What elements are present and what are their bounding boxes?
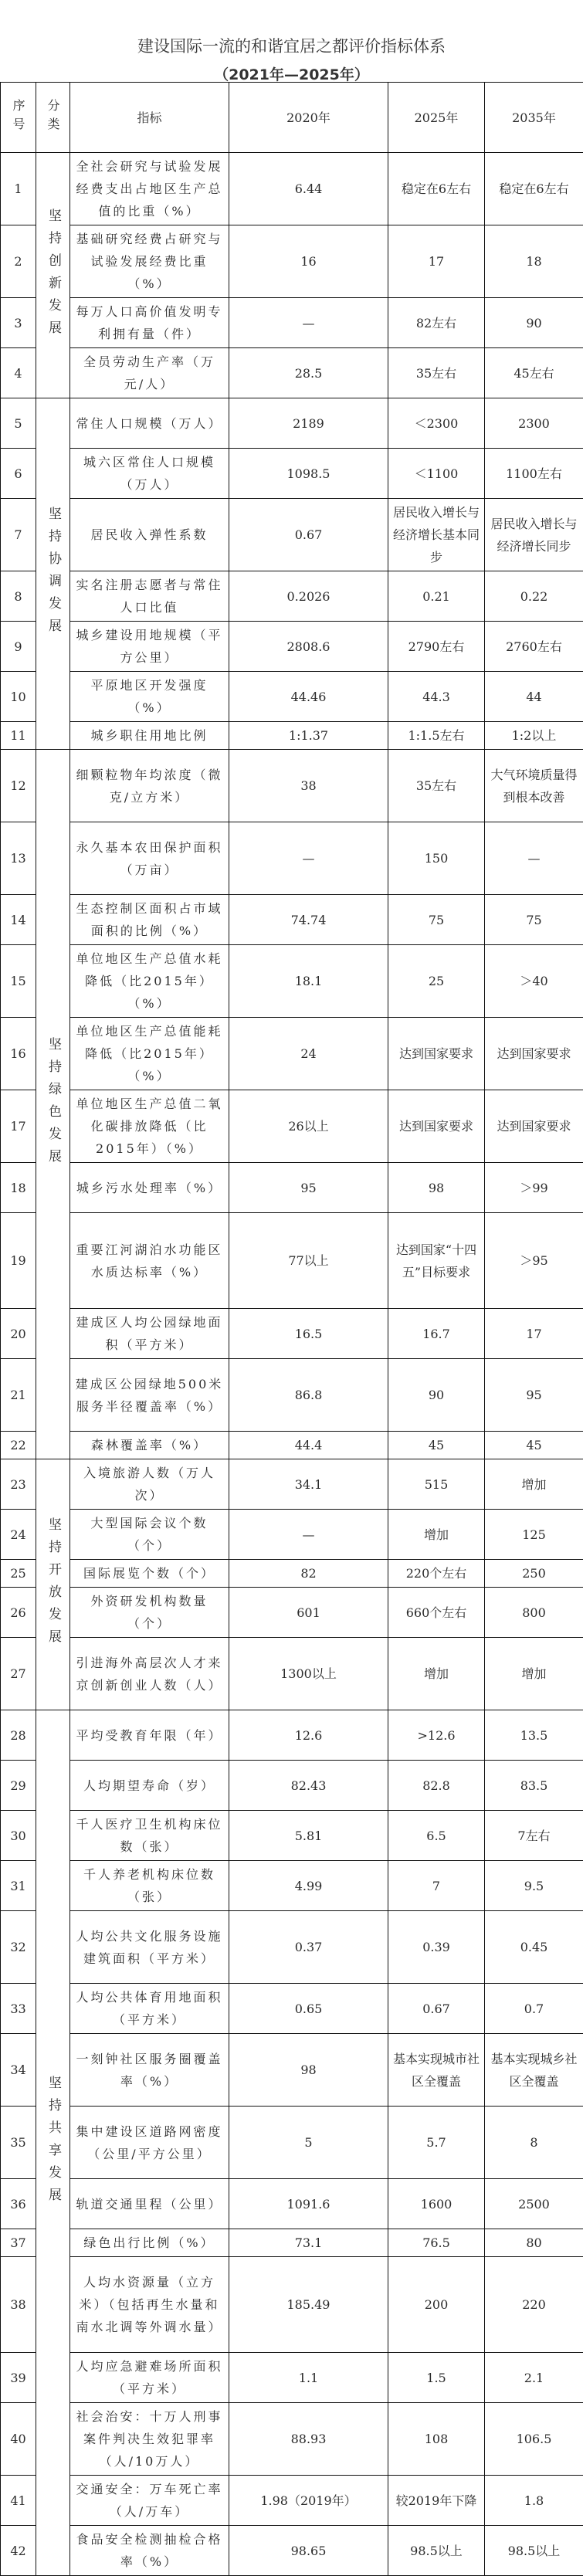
row-indicator: 大型国际会议个数（个）: [70, 1510, 229, 1560]
table-row: [1, 1638, 583, 1710]
row-seq: 1: [1, 153, 36, 225]
row-indicator: 千人养老机构床位数（张）: [70, 1861, 229, 1911]
row-indicator: 单位地区生产总值水耗降低（比2015年）（%）: [70, 945, 229, 1018]
indicator-table: [0, 82, 583, 2576]
table-row: [1, 1163, 583, 1213]
row-value-2025: 98.5以上: [388, 2526, 485, 2576]
table-row: [1, 2034, 583, 2107]
row-value-2035: ＞40: [485, 945, 583, 1018]
row-value-2035: 45: [485, 1432, 583, 1459]
table-row: [1, 1811, 583, 1861]
table-row: [1, 2526, 583, 2576]
row-value-2020: 24: [229, 1018, 388, 1090]
row-seq: 9: [1, 622, 36, 672]
row-value-2020: 44.4: [229, 1432, 388, 1459]
row-seq: 12: [1, 750, 36, 822]
row-indicator: 外资研发机构数量（个）: [70, 1588, 229, 1638]
row-value-2025: ＜1100: [388, 449, 485, 499]
row-value-2025: 76.5: [388, 2229, 485, 2257]
table-row: [1, 2403, 583, 2476]
row-value-2025: 1.5: [388, 2353, 485, 2403]
row-indicator: 绿色出行比例（%）: [70, 2229, 229, 2257]
row-indicator: 单位地区生产总值二氧化碳排放降低（比2015年）（%）: [70, 1090, 229, 1163]
header-2035: 2035年: [485, 83, 583, 153]
row-value-2020: 0.37: [229, 1911, 388, 1984]
row-value-2020: 185.49: [229, 2257, 388, 2353]
row-value-2020: 0.67: [229, 499, 388, 571]
row-value-2020: 74.74: [229, 895, 388, 945]
table-row: [1, 1588, 583, 1638]
row-value-2020: 6.44: [229, 153, 388, 225]
table-row: [1, 672, 583, 722]
row-indicator: 实名注册志愿者与常住人口比值: [70, 571, 229, 622]
row-value-2020: 2808.6: [229, 622, 388, 672]
row-value-2035: 1.8: [485, 2476, 583, 2526]
row-indicator: 人均水资源量（立方米）（包括再生水量和南水北调等外调水量）: [70, 2257, 229, 2353]
row-indicator: 千人医疗卫生机构床位数（张）: [70, 1811, 229, 1861]
table-row: [1, 2476, 583, 2526]
row-seq: 16: [1, 1018, 36, 1090]
row-seq: 13: [1, 822, 36, 895]
row-value-2035: 75: [485, 895, 583, 945]
row-seq: 27: [1, 1638, 36, 1710]
table-row: [1, 2353, 583, 2403]
table-row: [1, 1459, 583, 1510]
category-label: 坚持创新发展: [42, 208, 64, 343]
row-value-2035: 9.5: [485, 1861, 583, 1911]
row-indicator: 人均应急避难场所面积（平方米）: [70, 2353, 229, 2403]
row-seq: 6: [1, 449, 36, 499]
row-seq: 3: [1, 298, 36, 348]
row-value-2035: ＞95: [485, 1213, 583, 1309]
table-row: [1, 1861, 583, 1911]
row-value-2035: 125: [485, 1510, 583, 1560]
row-value-2020: 86.8: [229, 1359, 388, 1432]
row-seq: 11: [1, 722, 36, 750]
row-seq: 31: [1, 1861, 36, 1911]
row-value-2025: 0.21: [388, 571, 485, 622]
row-indicator: 常住人口规模（万人）: [70, 398, 229, 449]
row-value-2035: 98.5以上: [485, 2526, 583, 2576]
row-value-2035: 增加: [485, 1459, 583, 1510]
header-category: 分类: [36, 83, 70, 153]
category-cell: [36, 750, 70, 1459]
row-seq: 32: [1, 1911, 36, 1984]
row-value-2035: 18: [485, 225, 583, 298]
row-indicator: 生态控制区面积占市域面积的比例（%）: [70, 895, 229, 945]
row-seq: 14: [1, 895, 36, 945]
row-value-2035: 居民收入增长与经济增长同步: [485, 499, 583, 571]
row-indicator: 平均受教育年限（年）: [70, 1710, 229, 1761]
table-row: [1, 153, 583, 225]
row-value-2020: 1300以上: [229, 1638, 388, 1710]
row-value-2035: 220: [485, 2257, 583, 2353]
table-row: [1, 1560, 583, 1588]
category-label: 坚持开放发展: [42, 1517, 64, 1652]
row-value-2020: 12.6: [229, 1710, 388, 1761]
row-value-2035: 95: [485, 1359, 583, 1432]
table-row: [1, 2107, 583, 2179]
row-seq: 10: [1, 672, 36, 722]
row-value-2035: 2.1: [485, 2353, 583, 2403]
row-value-2025: 35左右: [388, 750, 485, 822]
table-row: [1, 449, 583, 499]
document-title: 建设国际一流的和谐宜居之都评价指标体系: [0, 34, 583, 57]
row-seq: 37: [1, 2229, 36, 2257]
row-indicator: 全员劳动生产率（万元/人）: [70, 348, 229, 398]
row-seq: 34: [1, 2034, 36, 2107]
table-header-row: [1, 83, 583, 153]
table-row: [1, 1309, 583, 1359]
row-indicator: 城乡污水处理率（%）: [70, 1163, 229, 1213]
row-value-2035: 0.22: [485, 571, 583, 622]
category-label: 坚持共享发展: [42, 2076, 64, 2210]
row-indicator: 基础研究经费占研究与试验发展经费比重（%）: [70, 225, 229, 298]
row-seq: 39: [1, 2353, 36, 2403]
row-value-2020: —: [229, 1510, 388, 1560]
row-indicator: 森林覆盖率（%）: [70, 1432, 229, 1459]
row-indicator: 国际展览个数（个）: [70, 1560, 229, 1588]
row-indicator: 引进海外高层次人才来京创新创业人数（人）: [70, 1638, 229, 1710]
row-indicator: 平原地区开发强度（%）: [70, 672, 229, 722]
row-value-2020: 16.5: [229, 1309, 388, 1359]
table-row: [1, 1984, 583, 2034]
table-row: [1, 2179, 583, 2229]
row-indicator: 城六区常住人口规模（万人）: [70, 449, 229, 499]
row-value-2025: 220个左右: [388, 1560, 485, 1588]
table-row: [1, 1090, 583, 1163]
row-indicator: 永久基本农田保护面积（万亩）: [70, 822, 229, 895]
row-indicator: 全社会研究与试验发展经费支出占地区生产总值的比重（%）: [70, 153, 229, 225]
row-seq: 7: [1, 499, 36, 571]
row-seq: 38: [1, 2257, 36, 2353]
row-value-2025: 1:1.5左右: [388, 722, 485, 750]
row-seq: 30: [1, 1811, 36, 1861]
row-value-2020: 88.93: [229, 2403, 388, 2476]
row-seq: 8: [1, 571, 36, 622]
row-indicator: 社会治安：十万人刑事案件判决生效犯罪率（人/10万人）: [70, 2403, 229, 2476]
row-indicator: 城乡建设用地规模（平方公里）: [70, 622, 229, 672]
table-row: [1, 1761, 583, 1811]
row-value-2035: —: [485, 822, 583, 895]
row-indicator: 轨道交通里程（公里）: [70, 2179, 229, 2229]
row-indicator: 重要江河湖泊水功能区水质达标率（%）: [70, 1213, 229, 1309]
row-indicator: 单位地区生产总值能耗降低（比2015年）（%）: [70, 1018, 229, 1090]
row-value-2035: 250: [485, 1560, 583, 1588]
row-seq: 2: [1, 225, 36, 298]
row-value-2025: 45: [388, 1432, 485, 1459]
row-value-2020: 38: [229, 750, 388, 822]
row-seq: 5: [1, 398, 36, 449]
row-value-2025: 达到国家“十四五”目标要求: [388, 1213, 485, 1309]
category-label: 坚持协调发展: [42, 507, 64, 641]
row-value-2025: 17: [388, 225, 485, 298]
row-value-2035: 80: [485, 2229, 583, 2257]
row-value-2025: 6.5: [388, 1811, 485, 1861]
row-value-2025: 35左右: [388, 348, 485, 398]
row-value-2020: 77以上: [229, 1213, 388, 1309]
row-value-2020: 601: [229, 1588, 388, 1638]
row-indicator: 一刻钟社区服务圈覆盖率（%）: [70, 2034, 229, 2107]
row-value-2025: 2790左右: [388, 622, 485, 672]
header-2020: 2020年: [229, 83, 388, 153]
category-cell: [36, 1710, 70, 2576]
row-value-2025: 增加: [388, 1638, 485, 1710]
row-value-2035: 17: [485, 1309, 583, 1359]
category-cell: [36, 153, 70, 398]
row-value-2020: 2189: [229, 398, 388, 449]
row-value-2035: 达到国家要求: [485, 1018, 583, 1090]
row-seq: 15: [1, 945, 36, 1018]
row-value-2035: 0.7: [485, 1984, 583, 2034]
row-value-2020: 1.1: [229, 2353, 388, 2403]
row-indicator: 入境旅游人数（万人次）: [70, 1459, 229, 1510]
row-seq: 17: [1, 1090, 36, 1163]
row-value-2025: 16.7: [388, 1309, 485, 1359]
row-seq: 35: [1, 2107, 36, 2179]
row-value-2035: 0.45: [485, 1911, 583, 1984]
row-seq: 40: [1, 2403, 36, 2476]
table-row: [1, 398, 583, 449]
row-value-2025: 150: [388, 822, 485, 895]
row-seq: 20: [1, 1309, 36, 1359]
row-value-2020: 0.65: [229, 1984, 388, 2034]
row-value-2025: 基本实现城市社区全覆盖: [388, 2034, 485, 2107]
row-value-2035: 基本实现城乡社区全覆盖: [485, 2034, 583, 2107]
row-value-2025: 达到国家要求: [388, 1090, 485, 1163]
row-value-2035: 45左右: [485, 348, 583, 398]
row-seq: 42: [1, 2526, 36, 2576]
table-row: [1, 1432, 583, 1459]
row-value-2025: 44.3: [388, 672, 485, 722]
row-value-2020: 5: [229, 2107, 388, 2179]
table-row: [1, 1911, 583, 1984]
table-row: [1, 750, 583, 822]
table-row: [1, 622, 583, 672]
row-indicator: 食品安全检测抽检合格率（%）: [70, 2526, 229, 2576]
row-value-2035: 稳定在6左右: [485, 153, 583, 225]
row-value-2035: 达到国家要求: [485, 1090, 583, 1163]
table-row: [1, 1213, 583, 1309]
table-row: [1, 1018, 583, 1090]
row-seq: 24: [1, 1510, 36, 1560]
row-value-2025: 25: [388, 945, 485, 1018]
row-indicator: 细颗粒物年均浓度（微克/立方米）: [70, 750, 229, 822]
row-value-2025: 达到国家要求: [388, 1018, 485, 1090]
row-value-2035: 2760左右: [485, 622, 583, 672]
row-value-2035: 增加: [485, 1638, 583, 1710]
row-value-2025: 90: [388, 1359, 485, 1432]
row-value-2020: 1098.5: [229, 449, 388, 499]
row-value-2035: ＞99: [485, 1163, 583, 1213]
document-subtitle: （2021年—2025年）: [0, 63, 583, 84]
row-value-2025: 98: [388, 1163, 485, 1213]
row-value-2020: 16: [229, 225, 388, 298]
row-indicator: 建成区人均公园绿地面积（平方米）: [70, 1309, 229, 1359]
table-row: [1, 571, 583, 622]
row-value-2025: 居民收入增长与经济增长基本同步: [388, 499, 485, 571]
row-value-2025: 108: [388, 2403, 485, 2476]
row-value-2020: 98: [229, 2034, 388, 2107]
row-value-2025: 82左右: [388, 298, 485, 348]
row-value-2020: 4.99: [229, 1861, 388, 1911]
table-row: [1, 945, 583, 1018]
row-seq: 25: [1, 1560, 36, 1588]
header-indicator: 指标: [70, 83, 229, 153]
table-row: [1, 1359, 583, 1432]
row-value-2035: 8: [485, 2107, 583, 2179]
row-indicator: 人均公共体育用地面积（平方米）: [70, 1984, 229, 2034]
row-seq: 36: [1, 2179, 36, 2229]
table-row: [1, 1710, 583, 1761]
row-value-2025: 82.8: [388, 1761, 485, 1811]
row-value-2025: 5.7: [388, 2107, 485, 2179]
row-value-2035: 44: [485, 672, 583, 722]
row-seq: 21: [1, 1359, 36, 1432]
row-seq: 19: [1, 1213, 36, 1309]
row-value-2025: 0.39: [388, 1911, 485, 1984]
row-value-2035: 90: [485, 298, 583, 348]
header-seq: 序号: [1, 83, 36, 153]
header-2025: 2025年: [388, 83, 485, 153]
row-value-2020: 18.1: [229, 945, 388, 1018]
table-row: [1, 348, 583, 398]
row-value-2020: —: [229, 298, 388, 348]
row-value-2025: 200: [388, 2257, 485, 2353]
row-value-2035: 1100左右: [485, 449, 583, 499]
row-value-2020: 5.81: [229, 1811, 388, 1861]
category-cell: [36, 398, 70, 750]
table-row: [1, 2257, 583, 2353]
row-value-2025: 较2019年下降: [388, 2476, 485, 2526]
row-value-2025: >12.6: [388, 1710, 485, 1761]
row-indicator: 建成区公园绿地500米服务半径覆盖率（%）: [70, 1359, 229, 1432]
row-value-2025: 515: [388, 1459, 485, 1510]
row-seq: 4: [1, 348, 36, 398]
row-value-2035: 106.5: [485, 2403, 583, 2476]
row-seq: 29: [1, 1761, 36, 1811]
row-indicator: 集中建设区道路网密度（公里/平方公里）: [70, 2107, 229, 2179]
table-row: [1, 895, 583, 945]
row-value-2035: 2500: [485, 2179, 583, 2229]
row-value-2025: 75: [388, 895, 485, 945]
row-value-2020: 0.2026: [229, 571, 388, 622]
category-cell: [36, 1459, 70, 1710]
row-value-2020: 1091.6: [229, 2179, 388, 2229]
row-value-2020: 26以上: [229, 1090, 388, 1163]
row-seq: 33: [1, 1984, 36, 2034]
row-value-2020: 1.98（2019年）: [229, 2476, 388, 2526]
row-indicator: 人均公共文化服务设施建筑面积（平方米）: [70, 1911, 229, 1984]
table-row: [1, 822, 583, 895]
row-value-2025: 增加: [388, 1510, 485, 1560]
row-seq: 41: [1, 2476, 36, 2526]
table-row: [1, 722, 583, 750]
table-row: [1, 225, 583, 298]
row-seq: 22: [1, 1432, 36, 1459]
table-body: [1, 153, 583, 2576]
row-value-2035: 7左右: [485, 1811, 583, 1861]
row-value-2020: —: [229, 822, 388, 895]
row-value-2035: 83.5: [485, 1761, 583, 1811]
row-value-2025: 1600: [388, 2179, 485, 2229]
row-seq: 23: [1, 1459, 36, 1510]
row-indicator: 城乡职住用地比例: [70, 722, 229, 750]
row-value-2025: ＜2300: [388, 398, 485, 449]
table-row: [1, 499, 583, 571]
row-value-2035: 13.5: [485, 1710, 583, 1761]
row-indicator: 交通安全：万车死亡率（人/万车）: [70, 2476, 229, 2526]
row-indicator: 每万人口高价值发明专利拥有量（件）: [70, 298, 229, 348]
row-value-2035: 大气环境质量得到根本改善: [485, 750, 583, 822]
row-value-2020: 82: [229, 1560, 388, 1588]
row-value-2020: 28.5: [229, 348, 388, 398]
row-seq: 28: [1, 1710, 36, 1761]
row-value-2025: 稳定在6左右: [388, 153, 485, 225]
row-value-2020: 98.65: [229, 2526, 388, 2576]
table-row: [1, 2229, 583, 2257]
row-seq: 26: [1, 1588, 36, 1638]
row-value-2035: 2300: [485, 398, 583, 449]
row-value-2020: 95: [229, 1163, 388, 1213]
row-seq: 18: [1, 1163, 36, 1213]
row-value-2025: 7: [388, 1861, 485, 1911]
row-value-2025: 0.67: [388, 1984, 485, 2034]
row-indicator: 人均期望寿命（岁）: [70, 1761, 229, 1811]
row-value-2020: 34.1: [229, 1459, 388, 1510]
row-value-2025: 660个左右: [388, 1588, 485, 1638]
row-indicator: 居民收入弹性系数: [70, 499, 229, 571]
row-value-2020: 44.46: [229, 672, 388, 722]
category-label: 坚持绿色发展: [42, 1037, 64, 1171]
row-value-2020: 73.1: [229, 2229, 388, 2257]
row-value-2035: 1:2以上: [485, 722, 583, 750]
row-value-2035: 800: [485, 1588, 583, 1638]
table-row: [1, 298, 583, 348]
table-row: [1, 1510, 583, 1560]
row-value-2020: 82.43: [229, 1761, 388, 1811]
row-value-2020: 1:1.37: [229, 722, 388, 750]
